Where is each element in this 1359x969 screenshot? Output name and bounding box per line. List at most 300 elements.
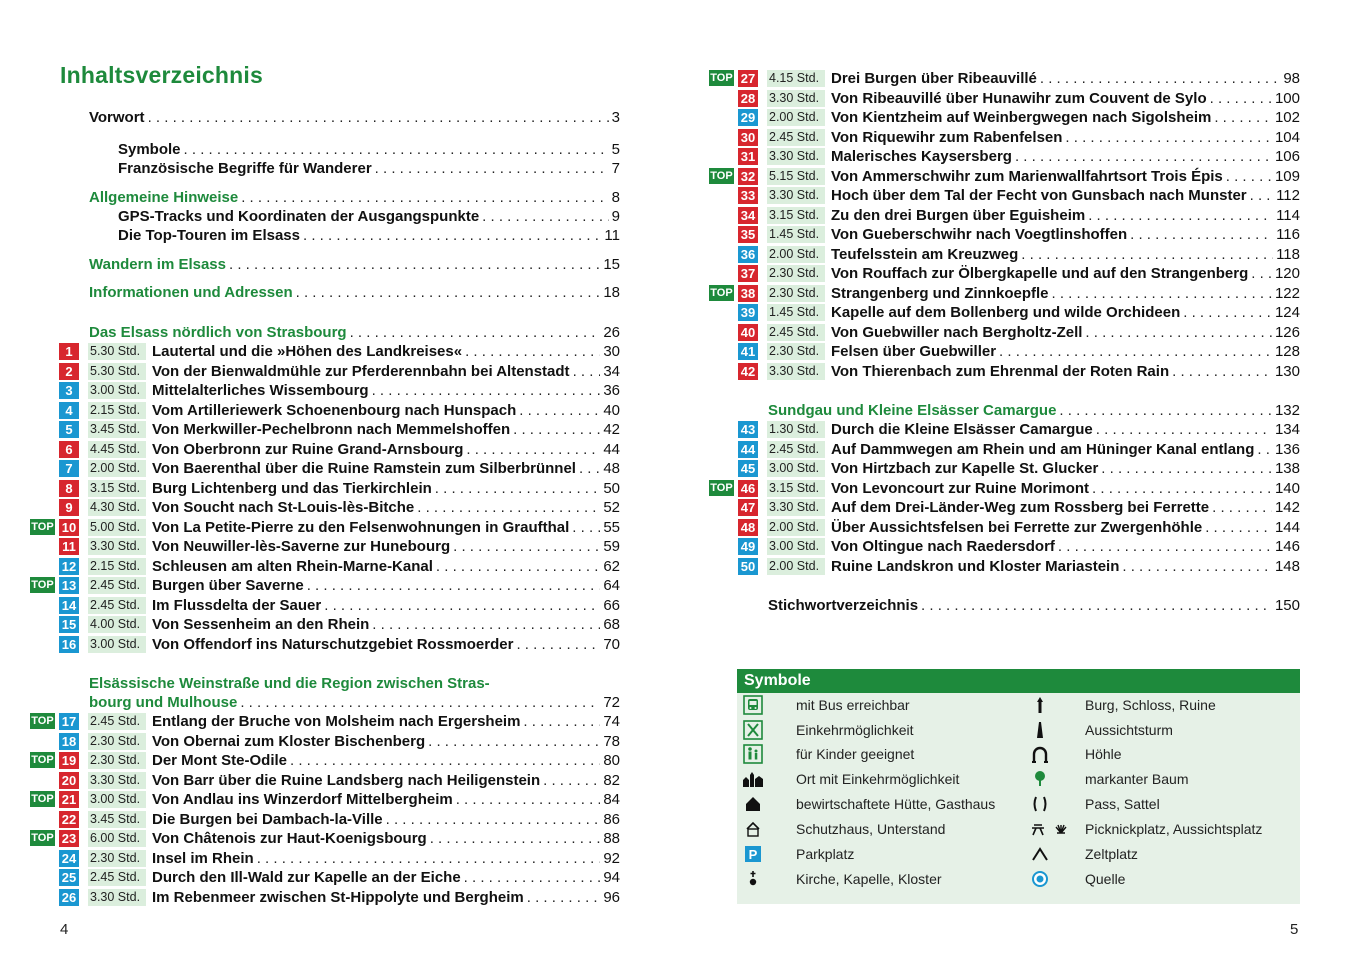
tour-number-badge: 8: [59, 480, 79, 497]
section-label: Sundgau und Kleine Elsässer Camargue: [768, 402, 1057, 419]
index-entry[interactable]: [768, 596, 1300, 615]
section-north-strasbourg[interactable]: [89, 323, 620, 342]
page-number: 50: [603, 479, 620, 497]
tour-number-badge: 36: [738, 246, 758, 263]
tour-row[interactable]: [0, 732, 680, 751]
leader-dots: [456, 790, 601, 809]
leader-dots: [1058, 537, 1272, 556]
hut-filled-icon: [742, 794, 764, 814]
leader-dots: [324, 596, 600, 615]
tour-title: Malerisches Kaysersberg: [831, 148, 1012, 165]
page-number: 59: [603, 538, 620, 555]
leader-dots: [1183, 303, 1272, 322]
tour-duration: 3.45 Std.: [88, 811, 146, 828]
tour-title: Vom Artilleriewerk Schoenenbourg nach Hunspach: [152, 401, 517, 419]
toc-entry[interactable]: [118, 207, 620, 226]
tour-title-row: [831, 128, 1300, 147]
tour-title-row: [831, 225, 1300, 244]
tour-row[interactable]: [0, 868, 680, 887]
tour-row[interactable]: [680, 537, 1359, 556]
tour-title: Hoch über dem Tal der Fecht von Gunsbach nach Munster: [831, 187, 1247, 204]
tour-row[interactable]: [680, 284, 1359, 303]
tour-duration: 3.45 Std.: [88, 421, 146, 438]
leader-dots: [543, 771, 600, 790]
tour-title: Von Andlau ins Winzerdorf Mittelbergheim: [152, 791, 453, 808]
tour-row[interactable]: [680, 108, 1359, 127]
leader-dots: [1101, 459, 1272, 478]
tour-title: Die Burgen bei Dambach-la-Ville: [152, 810, 383, 828]
tour-row[interactable]: [680, 206, 1359, 225]
tour-row[interactable]: [680, 459, 1359, 478]
leader-dots: [1172, 362, 1272, 381]
tour-title-row: [831, 167, 1300, 186]
tour-number-badge: 13: [59, 577, 79, 594]
leader-dots: [1257, 440, 1272, 459]
tour-title-row: [831, 108, 1300, 127]
symbol-label: bewirtschaftete Hütte, Gasthaus: [796, 796, 996, 812]
leader-dots: [519, 401, 600, 420]
cave-icon: [1029, 744, 1051, 764]
page-number: 86: [603, 810, 620, 828]
leader-dots: [1251, 264, 1272, 283]
tour-number-badge: 42: [738, 363, 758, 380]
leader-dots: [1250, 186, 1273, 205]
page-number: 106: [1274, 148, 1300, 165]
tour-title-row: [831, 264, 1300, 283]
tour-title: Von Oberbronn zur Ruine Grand-Arnsbourg: [152, 440, 464, 458]
toc-entry[interactable]: [118, 226, 620, 245]
tour-row[interactable]: [0, 498, 680, 517]
symbol-label: Zeltplatz: [1085, 846, 1138, 862]
tour-duration: 4.15 Std.: [767, 70, 825, 87]
pass-icon: [1029, 794, 1051, 814]
toc-entry[interactable]: [89, 188, 620, 207]
tour-title: Lautertal und die »Höhen des Landkreises«: [152, 343, 463, 360]
tour-number-badge: 29: [738, 109, 758, 126]
tour-row[interactable]: [0, 615, 680, 634]
tour-duration: 2.00 Std.: [767, 519, 825, 536]
page-number: 118: [1276, 245, 1300, 263]
tour-duration: 4.00 Std.: [88, 616, 146, 633]
tour-row[interactable]: [680, 128, 1359, 147]
page-number: 128: [1274, 343, 1300, 360]
leader-dots: [428, 732, 600, 751]
tour-row[interactable]: [680, 245, 1359, 264]
page-number: 80: [603, 752, 620, 769]
page-number: 62: [603, 557, 620, 575]
leader-dots: [465, 342, 600, 361]
tour-number-badge: 15: [59, 616, 79, 633]
page-number: 104: [1274, 128, 1300, 146]
tour-duration: 3.00 Std.: [88, 791, 146, 808]
tour-number-badge: 31: [738, 148, 758, 165]
page-number: 144: [1274, 518, 1300, 536]
tour-title-row: [831, 147, 1300, 166]
tour-row[interactable]: [0, 596, 680, 615]
tour-duration: 1.45 Std.: [767, 226, 825, 243]
page-number: 26: [603, 324, 620, 341]
toc-entry[interactable]: [118, 140, 620, 159]
tour-title: Von La Petite-Pierre zu den Felsenwohnungen in Graufthal: [152, 518, 570, 536]
leader-dots: [579, 459, 600, 478]
symbols-heading: Symbole: [737, 669, 1300, 693]
tour-number-badge: 19: [59, 752, 79, 769]
page-number: 42: [603, 421, 620, 438]
leader-dots: [436, 557, 600, 576]
picnic-viewpoint-icon: [1029, 819, 1073, 839]
tour-row[interactable]: [680, 498, 1359, 517]
toc-entry[interactable]: [118, 159, 620, 178]
tour-number-badge: 9: [59, 499, 79, 516]
leader-dots: [372, 381, 601, 400]
page-number: 96: [603, 888, 620, 906]
page-number: 30: [603, 343, 620, 360]
tour-title: Strangenberg und Zinnkoepfle: [831, 284, 1049, 302]
tour-title: Von Barr über die Ruine Landsberg nach Heiligenstein: [152, 771, 541, 789]
tour-duration: 3.30 Std.: [88, 538, 146, 555]
page-number: 124: [1274, 304, 1300, 321]
tour-row[interactable]: [0, 635, 680, 654]
tour-number-badge: 4: [59, 402, 79, 419]
tour-row[interactable]: [680, 440, 1359, 459]
index-label: Stichwortverzeichnis: [768, 597, 919, 614]
page-number: 84: [603, 791, 620, 808]
leader-dots: [307, 576, 601, 595]
tour-duration: 3.30 Std.: [767, 499, 825, 516]
tour-number-badge: 37: [738, 265, 758, 282]
tour-title-row: [831, 206, 1300, 225]
tour-duration: 2.30 Std.: [88, 752, 146, 769]
tour-title-row: [831, 440, 1300, 459]
top-tour-badge: TOP: [710, 72, 733, 84]
top-tour-badge: TOP: [31, 715, 54, 727]
page-number: 130: [1274, 362, 1300, 380]
tour-title: Entlang der Bruche von Molsheim nach Ergersheim: [152, 713, 521, 730]
tour-row[interactable]: [680, 557, 1359, 576]
tour-row[interactable]: [0, 459, 680, 478]
tour-duration: 2.00 Std.: [767, 109, 825, 126]
tour-duration: 1.45 Std.: [767, 304, 825, 321]
page-number: 44: [603, 440, 620, 458]
tour-duration: 3.30 Std.: [767, 187, 825, 204]
tour-title: Durch den Ill-Wald zur Kapelle an der Eiche: [152, 869, 461, 886]
page-number: 36: [603, 382, 620, 399]
leader-dots: [1130, 225, 1273, 244]
leader-dots: [184, 140, 609, 159]
tour-title-row: [831, 245, 1300, 264]
toc-entry-label: GPS-Tracks und Koordinaten der Ausgangspunkte: [118, 208, 480, 225]
tour-title: Von Rouffach zur Ölbergkapelle und auf den Strangenberg: [831, 265, 1249, 282]
page-number: 94: [603, 869, 620, 886]
tour-row[interactable]: [0, 712, 680, 731]
tour-title-row: [152, 342, 620, 361]
tour-row[interactable]: [680, 89, 1359, 108]
tour-duration: 2.45 Std.: [88, 713, 146, 730]
tour-title: Von Thierenbach zum Ehrenmal der Roten Rain: [831, 362, 1170, 380]
leader-dots: [417, 498, 600, 517]
tour-duration: 3.30 Std.: [88, 889, 146, 906]
tour-title-row: [831, 518, 1300, 537]
tour-number-badge: 50: [738, 558, 758, 575]
tour-duration: 2.15 Std.: [88, 402, 146, 419]
page-number: 74: [603, 713, 620, 730]
page-number: 136: [1274, 440, 1300, 458]
tour-duration: 3.00 Std.: [767, 538, 825, 555]
page-number: 55: [603, 518, 620, 536]
tour-row[interactable]: [680, 264, 1359, 283]
bus-icon: [742, 695, 764, 715]
tour-title: Burg Lichtenberg und das Tierkirchlein: [152, 479, 432, 497]
tour-row[interactable]: [680, 342, 1359, 361]
tour-row[interactable]: [0, 849, 680, 868]
tour-title-row: [152, 712, 620, 731]
page-number: 126: [1274, 323, 1300, 341]
leader-dots: [296, 283, 601, 302]
tour-title-row: [831, 89, 1300, 108]
leader-dots: [523, 712, 600, 731]
tour-row[interactable]: [0, 537, 680, 556]
symbol-label: Kirche, Kapelle, Kloster: [796, 871, 942, 887]
tour-title: Von Baerenthal über die Ruine Ramstein zum Silberbrünnel: [152, 460, 576, 477]
page-number: 78: [603, 732, 620, 750]
tour-title-row: [831, 69, 1300, 88]
tour-row[interactable]: [680, 479, 1359, 498]
symbol-label: Quelle: [1085, 871, 1126, 887]
tour-title-row: [152, 459, 620, 478]
page-number: 18: [603, 284, 620, 301]
tour-row[interactable]: [680, 518, 1359, 537]
toc-entry[interactable]: [89, 255, 620, 274]
tour-duration: 2.30 Std.: [767, 343, 825, 360]
tour-row[interactable]: [0, 829, 680, 848]
leader-dots: [1096, 420, 1272, 439]
tour-number-badge: 43: [738, 421, 758, 438]
tour-number-badge: 1: [59, 343, 79, 360]
tour-duration: 3.15 Std.: [767, 207, 825, 224]
leader-dots: [516, 635, 600, 654]
tent-icon: [1029, 844, 1051, 864]
tour-duration: 3.30 Std.: [767, 363, 825, 380]
tour-title: Insel im Rhein: [152, 849, 254, 867]
tour-number-badge: 6: [59, 441, 79, 458]
tour-duration: 2.45 Std.: [767, 324, 825, 341]
section-sundgau[interactable]: [768, 401, 1300, 420]
tour-row[interactable]: [0, 362, 680, 381]
symbols-legend: [737, 669, 1300, 904]
page-number: 132: [1274, 402, 1300, 419]
tour-number-badge: 20: [59, 772, 79, 789]
tower-icon: [1029, 720, 1051, 740]
tour-title: Durch die Kleine Elsässer Camargue: [831, 421, 1093, 438]
toc-entry-label: Die Top-Touren im Elsass: [118, 227, 300, 244]
leader-dots: [1092, 479, 1272, 498]
tour-row[interactable]: [680, 303, 1359, 322]
tour-title-row: [152, 381, 620, 400]
tour-title-row: [831, 420, 1300, 439]
toc-entry-label: Allgemeine Hinweise: [89, 189, 239, 206]
tour-duration: 2.45 Std.: [767, 129, 825, 146]
tour-title: Von Gueberschwihr nach Voegtlinshoffen: [831, 226, 1128, 243]
tour-title: Von Neuwiller-lès-Saverne zur Hunebourg: [152, 538, 451, 555]
tour-title-row: [831, 186, 1300, 205]
tour-title: Drei Burgen über Ribeauvillé: [831, 70, 1037, 87]
tour-number-badge: 34: [738, 207, 758, 224]
tour-title: Von Hirtzbach zur Kapelle St. Glucker: [831, 460, 1099, 477]
tour-row[interactable]: [0, 810, 680, 829]
leader-dots: [1212, 498, 1272, 517]
leader-dots: [350, 323, 601, 342]
tour-row[interactable]: [680, 186, 1359, 205]
tour-row[interactable]: [0, 518, 680, 537]
page-number: 11: [604, 227, 620, 244]
tour-row[interactable]: [680, 362, 1359, 381]
symbol-label: Aussichtsturm: [1085, 722, 1173, 738]
village-icon: [742, 769, 764, 789]
svg-text:P: P: [748, 847, 758, 862]
tour-title-row: [152, 732, 620, 751]
children-icon: [742, 744, 764, 764]
page-number-left: 4: [60, 921, 69, 938]
leader-dots: [572, 518, 600, 537]
tour-row[interactable]: [680, 323, 1359, 342]
tour-title-row: [152, 829, 620, 848]
tour-title-row: [152, 518, 620, 537]
symbol-label: Picknickplatz, Aussichtsplatz: [1085, 821, 1263, 837]
tour-number-badge: 3: [59, 382, 79, 399]
tour-number-badge: 44: [738, 441, 758, 458]
tour-duration: 3.00 Std.: [767, 460, 825, 477]
tour-number-badge: 28: [738, 90, 758, 107]
tour-row[interactable]: [0, 888, 680, 907]
page-number: 150: [1274, 597, 1300, 614]
tour-title: Auf dem Drei-Länder-Weg zum Rossberg bei Ferrette: [831, 499, 1210, 516]
tour-number-badge: 33: [738, 187, 758, 204]
top-tour-badge: TOP: [31, 793, 54, 805]
tree-icon: [1029, 769, 1051, 789]
tour-duration: 4.30 Std.: [88, 499, 146, 516]
toc-entry-label: Symbole: [118, 141, 181, 158]
page-number: 122: [1274, 284, 1300, 302]
tour-title: Im Flussdelta der Sauer: [152, 596, 322, 614]
tour-number-badge: 40: [738, 324, 758, 341]
tour-title-row: [152, 362, 620, 381]
tour-duration: 5.30 Std.: [88, 343, 146, 360]
page-number: 70: [603, 635, 620, 653]
tour-row[interactable]: [0, 479, 680, 498]
tour-duration: 2.30 Std.: [767, 265, 825, 282]
tour-title: Von Kientzheim auf Weinbergwegen nach Sigolsheim: [831, 109, 1212, 126]
tour-title-row: [152, 810, 620, 829]
page-number: 3: [611, 109, 620, 126]
tour-title: Ruine Landskron und Kloster Mariastein: [831, 557, 1120, 575]
page-number: 5: [611, 141, 620, 158]
tour-row[interactable]: [0, 557, 680, 576]
tour-row[interactable]: [0, 440, 680, 459]
tour-number-badge: 45: [738, 460, 758, 477]
tour-title: Über Aussichtsfelsen bei Ferrette zur Zwergenhöhle: [831, 518, 1203, 536]
tour-row[interactable]: [680, 147, 1359, 166]
tour-row[interactable]: [680, 225, 1359, 244]
leader-dots: [1122, 557, 1272, 576]
tour-duration: 2.00 Std.: [767, 558, 825, 575]
page-number: 72: [603, 694, 620, 711]
toc-entry-label: Vorwort: [89, 109, 145, 126]
tour-row[interactable]: [680, 420, 1359, 439]
page-number: 88: [603, 830, 620, 847]
page-title: Inhaltsverzeichnis: [60, 62, 264, 88]
tour-row[interactable]: [0, 381, 680, 400]
page-number: 15: [603, 256, 620, 273]
top-tour-badge: TOP: [31, 832, 54, 844]
top-tour-badge: TOP: [710, 481, 733, 494]
page-number: 9: [611, 208, 620, 225]
tour-row[interactable]: [0, 342, 680, 361]
leader-dots: [1021, 245, 1273, 264]
tour-row[interactable]: [680, 167, 1359, 186]
leader-dots: [1226, 167, 1272, 186]
parking-icon: [742, 844, 764, 864]
tour-title-row: [152, 440, 620, 459]
tour-duration: 2.30 Std.: [767, 285, 825, 302]
tour-row[interactable]: [0, 790, 680, 809]
tour-title: Von Levoncourt zur Ruine Morimont: [831, 479, 1090, 497]
tour-title-row: [831, 498, 1300, 517]
tour-title-row: [152, 635, 620, 654]
tour-duration: 3.30 Std.: [88, 772, 146, 789]
page-number: 52: [603, 499, 620, 516]
tour-title: Mittelalterliches Wissembourg: [152, 382, 369, 399]
tour-row[interactable]: [0, 771, 680, 790]
leader-dots: [1085, 323, 1272, 342]
tour-title: Von Oltingue nach Raedersdorf: [831, 538, 1055, 555]
toc-entry[interactable]: [89, 283, 620, 302]
leader-dots: [241, 188, 608, 207]
tour-row[interactable]: [0, 401, 680, 420]
tour-title-row: [831, 362, 1300, 381]
tour-number-badge: 27: [738, 70, 758, 87]
toc-entry-label: Wandern im Elsass: [89, 256, 226, 273]
section-wine-route[interactable]: [89, 693, 620, 712]
castle-icon: [1029, 695, 1051, 715]
tour-number-badge: 2: [59, 363, 79, 380]
church-icon: [742, 869, 764, 889]
fork-knife-icon: [742, 720, 764, 740]
page-number: 34: [603, 362, 620, 380]
leader-dots: [1214, 108, 1272, 127]
tour-title-row: [152, 401, 620, 420]
tour-number-badge: 25: [59, 869, 79, 886]
tour-number-badge: 35: [738, 226, 758, 243]
section-wine-route-line1[interactable]: Elsässische Weinstraße und die Region zwischen Stras-: [89, 675, 490, 692]
leader-dots: [1210, 89, 1272, 108]
tour-title-row: [152, 576, 620, 595]
hut-outline-icon: [742, 819, 764, 839]
leader-dots: [921, 596, 1272, 615]
tour-duration: 2.45 Std.: [88, 869, 146, 886]
toc-entry-label: Informationen und Adressen: [89, 284, 293, 301]
tour-number-badge: 7: [59, 460, 79, 477]
tour-row[interactable]: [0, 576, 680, 595]
page-number: 98: [1283, 70, 1300, 87]
tour-title: Von Merkwiller-Pechelbronn nach Memmelshoffen: [152, 421, 511, 438]
tour-row[interactable]: [680, 69, 1359, 88]
toc-entry[interactable]: [89, 108, 620, 127]
top-tour-badge: TOP: [710, 286, 733, 299]
tour-duration: 2.00 Std.: [767, 246, 825, 263]
tour-row[interactable]: [0, 751, 680, 770]
toc-entry-label: Französische Begriffe für Wanderer: [118, 160, 372, 177]
tour-row[interactable]: [0, 420, 680, 439]
